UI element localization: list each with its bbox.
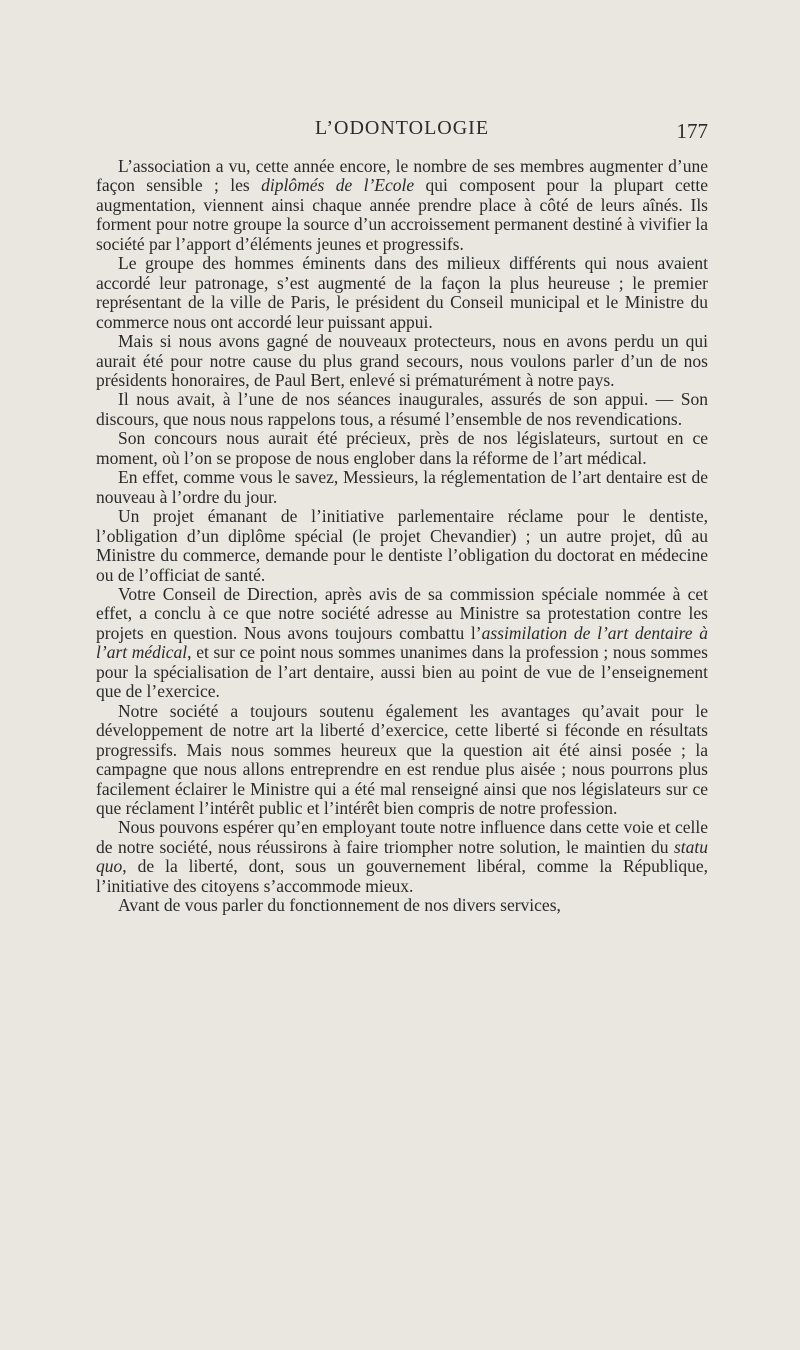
text-run: Son concours nous aurait été précieux, près de nos législateurs, surtout en ce moment, où l’on se propose de nous englober dans la réforme de l’art médical. [96,428,708,468]
text-run: Notre société a toujours soutenu également les avantages qu’avait pour le développement de notre art la liberté d’exercice, cette liberté si féconde en résultats progressifs. Mais nous sommes heureux que la question ait été ainsi posée ; la campagne que nous allons entreprendre en est rendue plus aisée ; nous pourrons plus facilement éclairer le Ministre qui a été mal renseigné ainsi que nos législateurs sur ce que réclament l’intérêt public et l’intérêt bien compris de notre profession. [96,700,708,818]
paragraph [96,702,708,819]
text-run: Un projet émanant de l’initiative parlementaire réclame pour le dentiste, l’obligation d’un diplôme spécial (le projet Chevandier) ; un autre projet, dû au Ministre du commerce, demande pour le dentiste l’obligation du doctorat en médecine ou de l’officiat de santé. [96,506,708,585]
text-run: Nous pouvons espérer qu’en employant toute notre influence dans cette voie et celle de notre société, nous réussirons à faire triompher notre solution, le maintien du [96,817,708,857]
text-run: En effet, comme vous le savez, Messieurs, la réglementation de l’art dentaire est de nouveau à l’ordre du jour. [96,467,708,507]
italic-run: diplômés de l’Ecole [261,175,415,196]
text-run: qui composent pour la plupart cette augmentation, viennent ainsi chaque année prendre place à côté de leurs aînés. Ils forment pour notre groupe la source d’un accroissement permanent destiné à vivifier la société par l’apport d’éléments jeunes et progressifs. [96,175,709,254]
paragraph [96,507,708,585]
text-run: Le groupe des hommes éminents dans des milieux différents qui nous avaient accordé leur patronage, s’est augmenté de la façon la plus heureuse ; le premier représentant de la ville de Paris, le président du Conseil municipal et le Ministre du commerce nous ont accordé leur puissant appui. [96,253,708,332]
text-run: L’association a vu, cette année encore, le nombre de ses membres augmenter d’une façon sensible ; les [96,156,708,196]
text-run: Mais si nous avons gagné de nouveaux protecteurs, nous en avons perdu un qui aurait été pour notre cause du plus grand secours, nous voulons parler d’un de nos présidents honoraires, de Paul Bert, enlevé si prématurément à notre pays. [96,331,708,390]
italic-run: assimilation de l’art dentaire à l’art médical [96,622,708,663]
paragraph [96,254,708,332]
paragraph [96,468,708,507]
page-number: 177 [676,119,708,143]
paragraph [96,429,708,468]
paragraph [96,157,708,254]
body-text [96,157,708,916]
paragraph [96,332,708,390]
text-run: Il nous avait, à l’une de nos séances inaugurales, assurés de son appui. — Son discours, que nous nous rappelons tous, a résumé l’ensemble de nos revendications. [96,389,708,429]
paragraph [96,390,708,429]
italic-run: statu quo [96,836,708,877]
paragraph [96,818,708,896]
text-run: , de la liberté, dont, sous un gouvernement libéral, comme la République, l’initiative des citoyens s’accommode mieux. [96,856,708,896]
text-run: Avant de vous parler du fonctionnement de nos divers services, [118,895,561,916]
text-run: Votre Conseil de Direction, après avis de sa commission spéciale nommée à cet effet, a conclu à ce que notre société adresse au Ministre sa protestation contre les projets en question. Nous avons toujours combattu l’ [96,583,708,643]
journal-title: L’ODONTOLOGIE [314,117,490,139]
paragraph [96,896,708,915]
paragraph [96,585,708,702]
text-run: , et sur ce point nous sommes unanimes dans la profession ; nous sommes pour la spécialisation de l’art dentaire, aussi bien au point de vue de l’enseignement que de l’exercice. [96,642,708,702]
